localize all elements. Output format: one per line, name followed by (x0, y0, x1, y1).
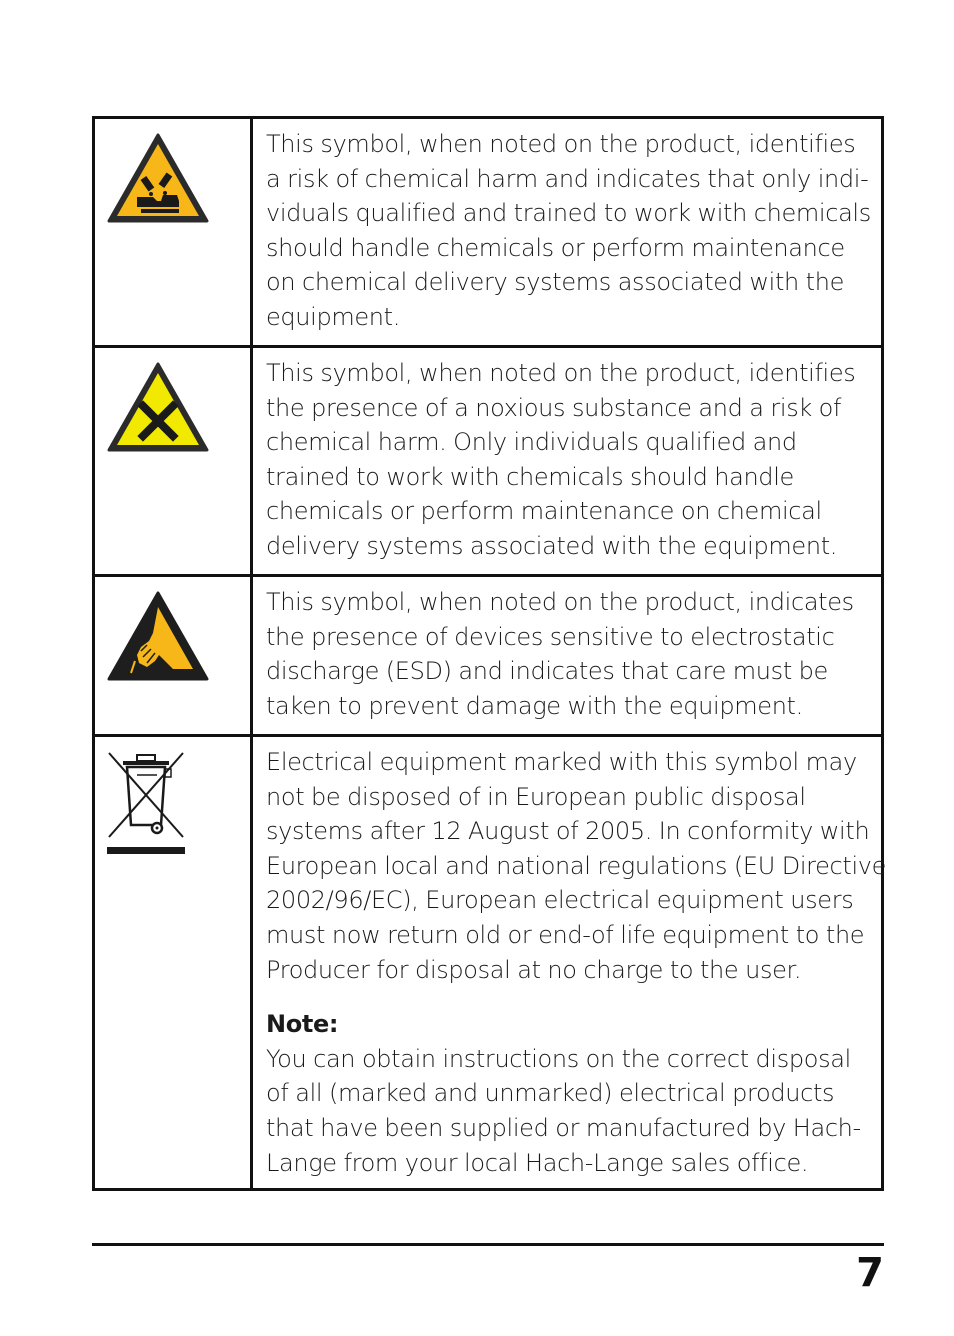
crossed-out-bin-icon (107, 751, 189, 855)
text-line: should handle chemicals or perform maintenance (266, 233, 845, 262)
chemical-hazard-icon (107, 133, 209, 223)
page-number: 7 (856, 1250, 884, 1296)
note-line: of all (marked and unmarked) electrical products (266, 1079, 835, 1108)
text-line: This symbol, when noted on the product, identifies (266, 359, 856, 387)
text-line: equipment. (266, 302, 401, 331)
text-line: chemical harm. Only individuals qualified and (266, 428, 797, 457)
table-row (94, 736, 883, 1190)
text-line: Electrical equipment marked with this symbol may (266, 748, 857, 776)
text-line: Producer for disposal at no charge to the user. (266, 955, 802, 984)
text-line: must now return old or end-of life equipment to the (266, 920, 865, 949)
icon-cell (94, 576, 252, 736)
footer-rule (92, 1243, 884, 1246)
icon-cell (94, 347, 252, 576)
text-line: 2002/96/EC), European electrical equipment users (266, 886, 854, 915)
text-line: the presence of devices sensitive to electrostatic (266, 622, 835, 651)
table-row (94, 118, 883, 347)
text-line: discharge (ESD) and indicates that care must be (266, 657, 828, 686)
text-line: a risk of chemical harm and indicates that only indi- (266, 164, 869, 193)
text-line: delivery systems associated with the equipment. (266, 531, 838, 560)
note-line: that have been supplied or manufactured by Hach- (266, 1113, 861, 1142)
text-line: chemicals or perform maintenance on chemical (266, 497, 822, 526)
note-line: Lange from your local Hach-Lange sales office. (266, 1148, 809, 1177)
text-line: European local and national regulations (EU Directive (266, 851, 887, 880)
table-row (94, 347, 883, 576)
icon-cell (94, 118, 252, 347)
description-cell (252, 347, 883, 576)
symbol-table (92, 116, 887, 1191)
text-line: systems after 12 August of 2005. In conformity with (266, 817, 870, 846)
esd-sensitive-icon (107, 591, 209, 681)
text-line: trained to work with chemicals should handle (266, 462, 794, 491)
note-line: You can obtain instructions on the correct disposal (266, 1044, 851, 1073)
text-line: This symbol, when noted on the product, identifies (266, 130, 856, 158)
note-title: Note: (266, 1010, 339, 1039)
text-line: viduals qualified and trained to work with chemicals (266, 199, 871, 228)
table-row (94, 576, 883, 736)
text-line: This symbol, when noted on the product, indicates (266, 588, 854, 616)
description-cell (252, 736, 887, 1190)
text-line: not be disposed of in European public disposal (266, 782, 806, 811)
text-line: on chemical delivery systems associated with the (266, 268, 844, 297)
description-cell (252, 118, 883, 347)
description-cell (252, 576, 883, 736)
text-line: taken to prevent damage with the equipment. (266, 691, 803, 720)
text-line: the presence of a noxious substance and a risk of (266, 393, 842, 422)
noxious-substance-icon (107, 362, 209, 452)
icon-cell (94, 736, 252, 1190)
